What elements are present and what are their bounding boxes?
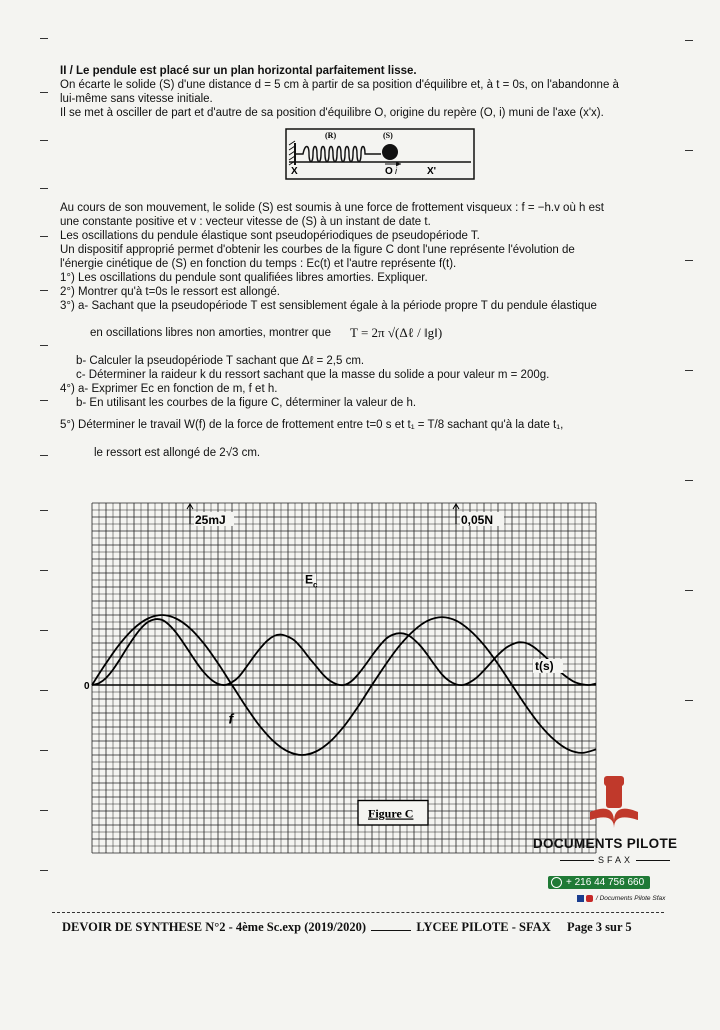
margin-mark — [40, 290, 48, 291]
label-s: (S) — [383, 131, 393, 140]
question-2: 2°) Montrer qu'à t=0s le ressort est allongé. — [60, 286, 280, 298]
question-3b: b- Calculer la pseudopériode T sachant que Δℓ = 2,5 cm. — [76, 355, 365, 367]
question-5: 5°) Déterminer le travail W(f) de la force de frottement entre t=0 s et t₁ = T/8 sachant qu'à la date t₁, — [60, 419, 564, 431]
margin-mark — [40, 510, 48, 511]
curve-label-f: f — [228, 710, 234, 727]
label-x: X — [291, 166, 298, 177]
book-fist-logo-icon — [584, 772, 644, 830]
margin-mark — [685, 700, 693, 701]
label-i: i — [395, 166, 397, 176]
paragraph-line: Un dispositif approprié permet d'obtenir les courbes de la figure C dont l'une représente l'évolution de — [60, 244, 575, 256]
curve-label-ec: E — [305, 572, 314, 587]
scale-label-energy: 25mJ — [195, 513, 226, 527]
paragraph-line: On écarte le solide (S) d'une distance d = 5 cm à partir de sa position d'équilibre et, à t = 0s, on l'abandonne à — [60, 79, 619, 91]
margin-mark — [40, 870, 48, 871]
margin-mark — [685, 150, 693, 151]
footer-school: LYCEE PILOTE - SFAX — [416, 920, 551, 934]
label-x-prime: X' — [427, 166, 437, 177]
paragraph-line: Au cours de son mouvement, le solide (S) est soumis à une force de frottement visqueux : f = −h.v où h est — [60, 202, 604, 214]
margin-mark — [685, 480, 693, 481]
margin-mark — [40, 810, 48, 811]
footer-page: Page 3 sur 5 — [566, 920, 632, 934]
paragraph-line: Les oscillations du pendule élastique sont pseudopériodiques de pseudopériode T. — [60, 230, 480, 242]
solid-s — [382, 144, 398, 160]
margin-mark — [40, 570, 48, 571]
question-3a-cont: en oscillations libres non amorties, montrer que — [90, 327, 331, 339]
question-4a: 4°) a- Exprimer Ec en fonction de m, f et h. — [60, 383, 278, 395]
chart-grid — [92, 503, 596, 853]
scale-label-force: 0,05N — [461, 513, 494, 527]
section-heading: II / Le pendule est placé sur un plan horizontal parfaitement lisse. — [60, 65, 417, 77]
label-o: O — [385, 166, 393, 177]
margin-mark — [40, 236, 48, 237]
question-1: 1°) Les oscillations du pendule sont qualifiées libres amorties. Expliquer. — [60, 272, 428, 284]
paragraph-line: une constante positive et v : vecteur vitesse de (S) à un instant de date t. — [60, 216, 431, 228]
question-3a: 3°) a- Sachant que la pseudopériode T est sensiblement égale à la période propre T du pendule élastique — [60, 300, 597, 312]
youtube-icon — [586, 895, 593, 902]
margin-mark — [40, 188, 48, 189]
figure-c-chart — [84, 495, 604, 867]
margin-mark — [40, 455, 48, 456]
footer-exam-title: DEVOIR DE SYNTHESE N°2 - 4ème Sc.exp (2019/2020) — [62, 920, 367, 934]
question-3c: c- Déterminer la raideur k du ressort sachant que la masse du solide a pour valeur m = 200g. — [76, 369, 550, 381]
curve-label-ec-sub: c — [313, 580, 318, 590]
margin-mark — [40, 690, 48, 691]
footer — [62, 920, 632, 935]
margin-mark — [40, 750, 48, 751]
label-r: (R) — [325, 131, 337, 140]
origin-label: 0 — [84, 681, 90, 692]
margin-mark — [40, 92, 48, 93]
logo-title: DOCUMENTS PILOTE — [533, 836, 678, 851]
margin-mark — [40, 400, 48, 401]
paragraph-line: lui-même sans vitesse initiale. — [60, 93, 213, 105]
social-handle: / Documents Pilote Sfax — [596, 895, 666, 902]
spring-diagram — [285, 128, 475, 180]
paragraph-line: Il se met à osciller de part et d'autre de sa position d'équilibre O, origine du repère (O, i) muni de l'axe (x'x). — [60, 107, 604, 119]
phone-badge[interactable]: + 216 44 756 660 — [548, 876, 650, 889]
margin-mark — [40, 38, 48, 39]
margin-mark — [40, 140, 48, 141]
whatsapp-icon — [551, 877, 562, 888]
margin-mark — [685, 370, 693, 371]
question-4b: b- En utilisant les courbes de la figure C, déterminer la valeur de h. — [76, 397, 417, 409]
spring — [295, 147, 381, 162]
paragraph-line: l'énergie cinétique de (S) en fonction du temps : Ec(t) et l'autre représente f(t). — [60, 258, 457, 270]
margin-mark — [40, 630, 48, 631]
x-axis-label: t(s) — [535, 659, 554, 673]
facebook-icon — [577, 895, 584, 902]
formula: T = 2π √(Δℓ / ‖g‖) — [350, 325, 443, 340]
margin-mark — [685, 590, 693, 591]
question-5-cont: le ressort est allongé de 2√3 cm. — [94, 447, 261, 459]
figure-caption: Figure C — [368, 806, 414, 821]
margin-mark — [685, 260, 693, 261]
margin-mark — [685, 40, 693, 41]
logo-subtitle: SFAX — [598, 855, 634, 865]
margin-mark — [40, 345, 48, 346]
